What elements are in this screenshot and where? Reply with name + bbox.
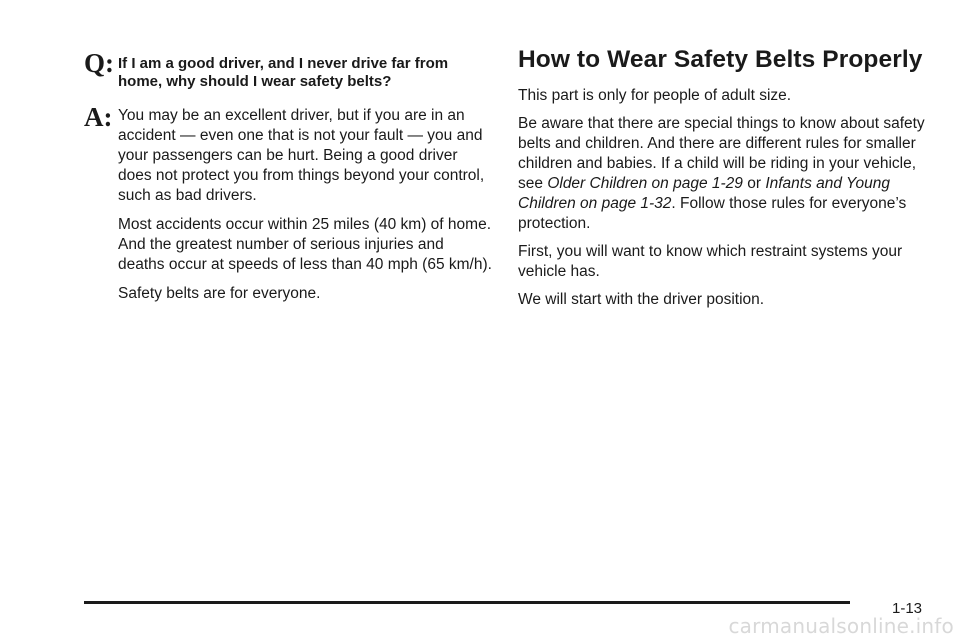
body-paragraph: This part is only for people of adult size.: [518, 87, 792, 104]
body-text: . Follow those rules for everyone’s protection.: [518, 195, 907, 232]
body-paragraph-with-references: [518, 114, 934, 234]
answer-paragraph: You may be an excellent driver, but if you are in an accident — even one that is not your fault — you and your passengers can be hurt. Being a good driver does not protect you from things beyond your control, such as bad drivers.: [118, 107, 485, 204]
cross-reference-older-children[interactable]: Older Children on page 1-29: [547, 175, 743, 192]
answer-paragraph: Most accidents occur within 25 miles (40 km) of home. And the greatest number of serious injuries and deaths occur at speeds of less than 40 mph (65 km/h).: [118, 216, 492, 273]
section-heading: How to Wear Safety Belts Properly: [518, 46, 923, 73]
footer-rule: [84, 601, 850, 604]
answer-body: [118, 103, 494, 304]
page-number: 1-13: [892, 600, 923, 617]
answer-block: [84, 103, 494, 304]
faq-section: [84, 48, 494, 304]
body-text: or: [742, 175, 766, 192]
question-text: If I am a good driver, and I never drive far from home, why should I wear safety belts?: [118, 55, 449, 90]
body-text: Be aware that there are special things to know about safety belts and children. And there are different rules for smaller children and babies. If a child will be riding in your vehicle, see: [518, 115, 925, 192]
cross-reference-infants[interactable]: Infants and Young Children on page 1-32: [518, 175, 891, 212]
body-paragraph: We will start with the driver position.: [518, 291, 765, 308]
body-paragraph: First, you will want to know which restraint systems your vehicle has.: [518, 243, 903, 280]
answer-paragraph: Safety belts are for everyone.: [118, 285, 321, 302]
question-block: [84, 48, 494, 91]
question-marker: Q:: [84, 48, 114, 78]
safety-belts-section: [518, 46, 934, 310]
watermark: carmanualsonline.info: [728, 614, 954, 638]
answer-marker: A:: [84, 102, 113, 132]
